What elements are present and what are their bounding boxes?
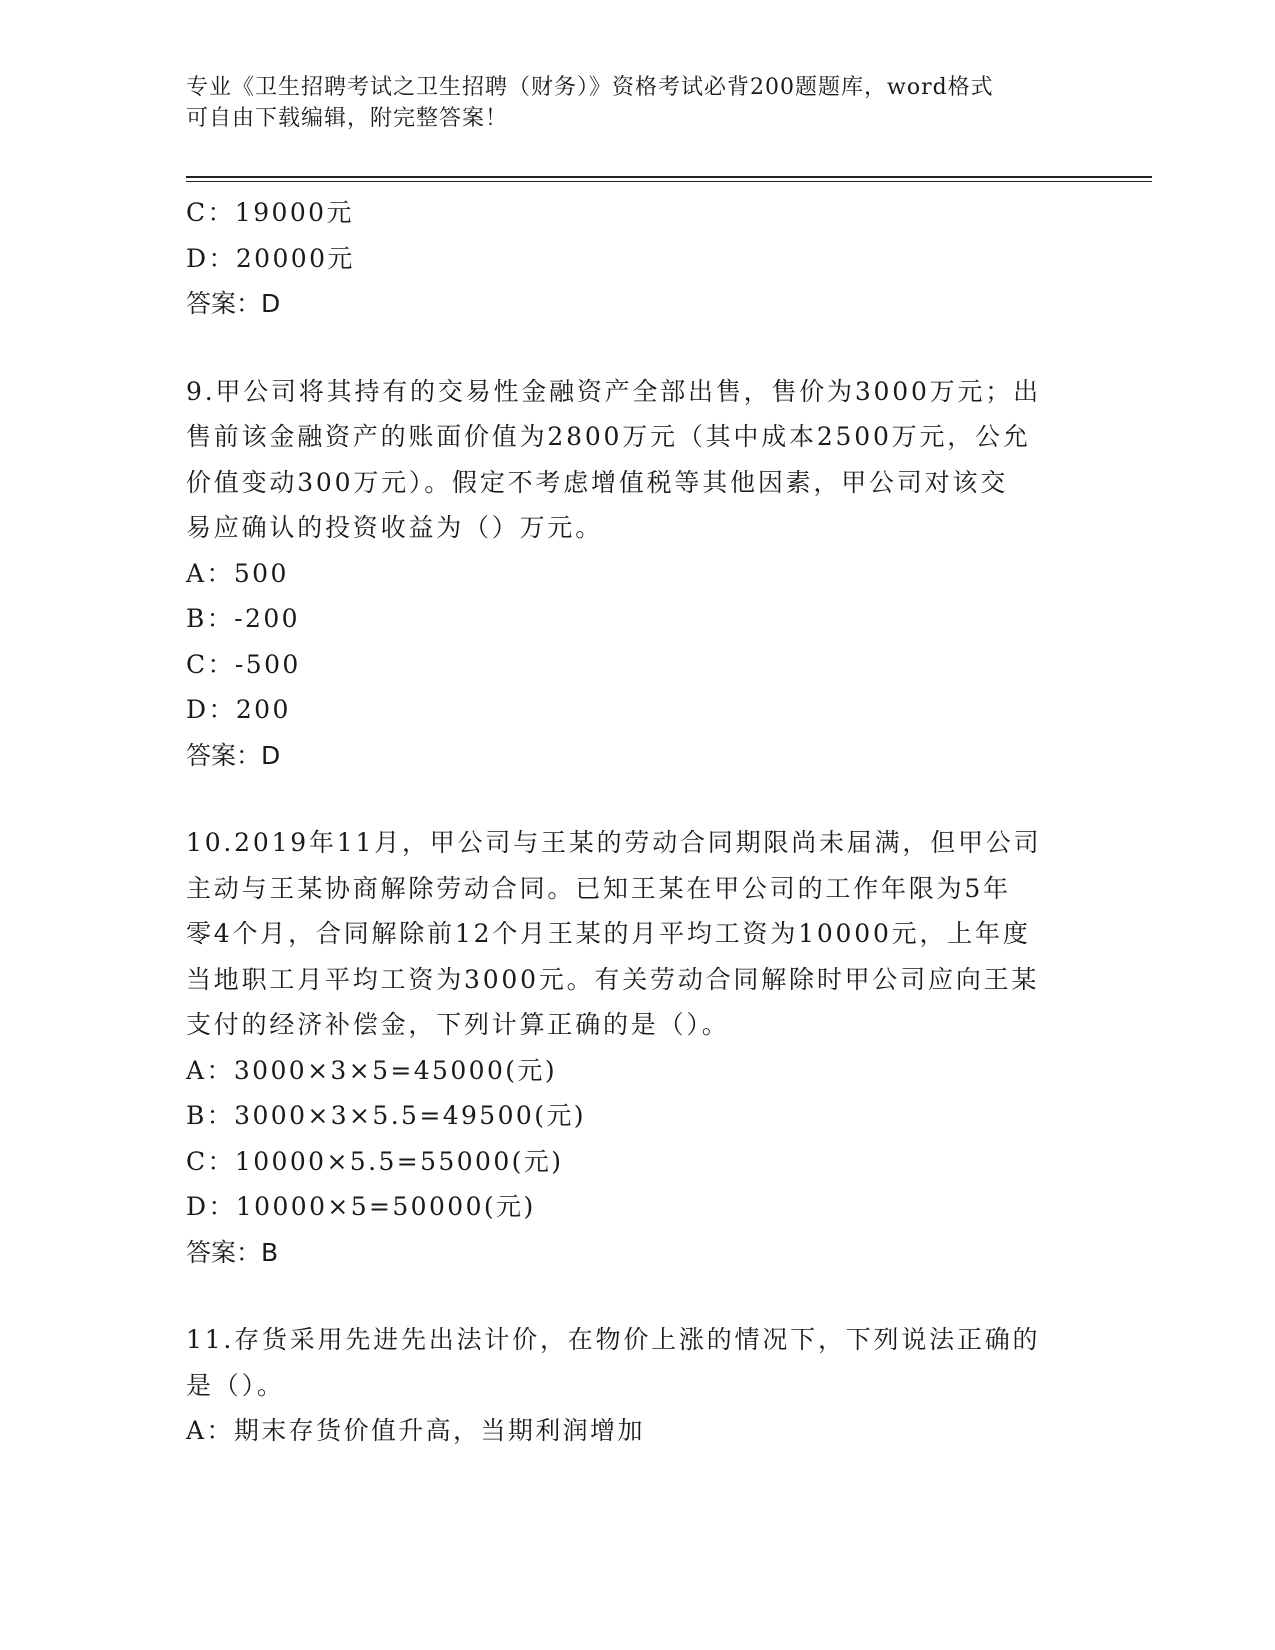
option-c: C：-500 bbox=[186, 649, 301, 679]
option-a: A：500 bbox=[186, 558, 289, 588]
option-b: B：-200 bbox=[186, 604, 300, 633]
spacer bbox=[186, 778, 1086, 820]
spacer bbox=[186, 1275, 1086, 1317]
option-b: B：3000×3×5.5=49500(元) bbox=[186, 1101, 586, 1130]
previous-question-tail bbox=[186, 190, 1086, 327]
spacer bbox=[186, 327, 1086, 369]
option-a: A：期末存货价值升高，当期利润增加 bbox=[186, 1416, 645, 1445]
document-header bbox=[186, 72, 1076, 134]
question-9 bbox=[186, 369, 1086, 779]
question-text-line: 支付的经济补偿金，下列计算正确的是（）。 bbox=[186, 1010, 730, 1039]
option-d: D：20000元 bbox=[186, 243, 355, 273]
question-text-line: 是（）。 bbox=[186, 1370, 285, 1400]
header-line-1: 专业《卫生招聘考试之卫生招聘（财务）》资格考试必背200题题库，word格式 bbox=[186, 75, 994, 100]
question-text-line: 易应确认的投资收益为（）万元。 bbox=[186, 513, 604, 542]
option-c: C：10000×5.5=55000(元) bbox=[186, 1146, 564, 1176]
question-text-line: 售前该金融资产的账面价值为2800万元（其中成本2500万元，公允 bbox=[186, 422, 1031, 451]
question-text-line: 主动与王某协商解除劳动合同。已知王某在甲公司的工作年限为5年 bbox=[186, 873, 1011, 903]
question-text-line: 9.甲公司将其持有的交易性金融资产全部出售，售价为3000万元；出 bbox=[186, 376, 1041, 406]
question-10 bbox=[186, 820, 1086, 1275]
question-text-line: 10.2019年11月，甲公司与王某的劳动合同期限尚未届满，但甲公司 bbox=[186, 828, 1042, 857]
document-body bbox=[186, 190, 1086, 1454]
option-a: A：3000×3×5=45000(元) bbox=[186, 1055, 557, 1085]
answer-line: 答案：D bbox=[186, 740, 281, 770]
question-text-line: 零4个月，合同解除前12个月王某的月平均工资为10000元，上年度 bbox=[186, 919, 1031, 948]
answer-line: 答案：D bbox=[186, 289, 281, 318]
option-c: C：19000元 bbox=[186, 198, 354, 227]
option-d: D：200 bbox=[186, 695, 291, 724]
option-d: D：10000×5=50000(元) bbox=[186, 1192, 536, 1221]
header-line-2: 可自由下载编辑，附完整答案！ bbox=[186, 106, 509, 131]
question-11 bbox=[186, 1317, 1086, 1454]
answer-line: 答案：B bbox=[186, 1237, 279, 1267]
header-divider bbox=[186, 176, 1152, 182]
question-text-line: 价值变动300万元）。假定不考虑增值税等其他因素，甲公司对该交 bbox=[186, 467, 1009, 497]
question-text-line: 当地职工月平均工资为3000元。有关劳动合同解除时甲公司应向王某 bbox=[186, 964, 1040, 994]
question-text-line: 11.存货采用先进先出法计价，在物价上涨的情况下，下列说法正确的 bbox=[186, 1325, 1041, 1354]
